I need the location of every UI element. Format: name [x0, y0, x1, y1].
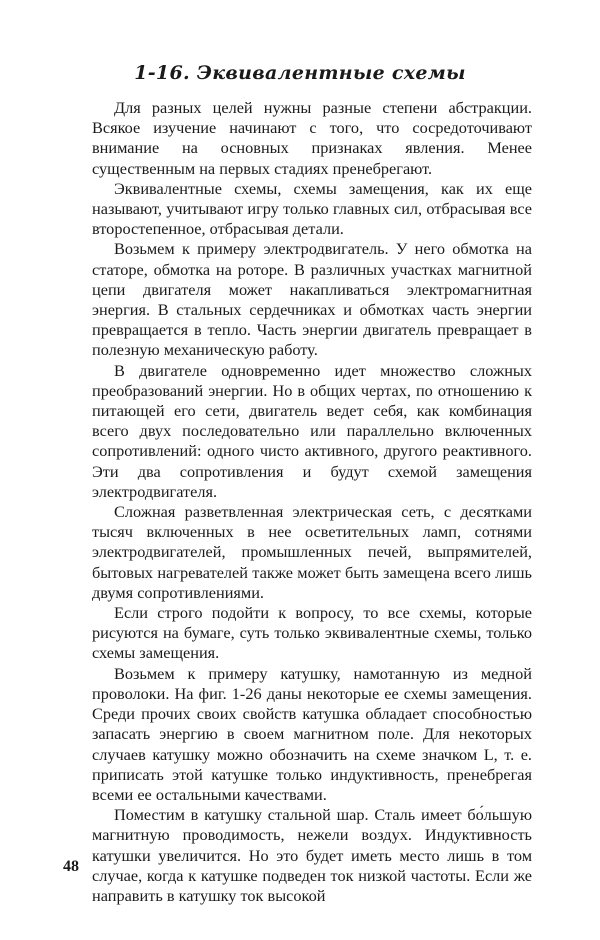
paragraph-steel-ball: Поместим в катушку стальной шар. Сталь имеет бо́льшую магнитную проводимость, нежели воздух. Индуктивность катушки увеличится. Но это будет иметь место лишь в том случае, когда к катушке подведен ток низкой частоты. Если же направить в катушку ток высокой — [92, 805, 532, 905]
paragraph-equivalent-schemes: Эквивалентные схемы, схемы замещения, как их еще называют, учитывают игру только главных сил, отбрасывая все второстепенное, отбрасывая детали. — [92, 178, 532, 239]
paragraph-all-schemes: Если строго подойти к вопросу, то все схемы, которые рисуются на бумаге, суть только эквивалентные схемы, только схемы замещения. — [92, 603, 532, 663]
paragraph-motor-resistances: В двигателе одновременно идет множество сложных преобразований энергии. Но в общих чертах, по отношению к питающей его сети, двигатель ведет себя, как комбинация всего двух последовательно или параллельно включенных сопротивлений: одного чисто активного, другого реактивного. Эти два сопротивления и будут схемой замещения электродвигателя. — [92, 360, 532, 501]
section-title: 1-16. Эквивалентные схемы — [134, 62, 466, 84]
paragraph-abstraction: Для разных целей нужны разные степени абстракции. Всякое изучение начинают с того, что сосредоточивают внимание на основных признаках явления. Менее существенным на первых стадиях пренебрегают. — [92, 98, 532, 178]
body-text — [92, 98, 532, 906]
paragraph-network: Сложная разветвленная электрическая сеть, с десятками тысяч включенных в нее осветительных ламп, сотнями электродвигателей, промышленных печей, выпрямителей, бытовых нагревателей также может быть замещена всего лишь двумя сопротивлениями. — [92, 502, 532, 602]
paragraph-motor-example: Возьмем к примеру электродвигатель. У него обмотка на статоре, обмотка на роторе. В различных участках магнитной цепи двигателя может накапливаться электромагнитная энергия. В стальных сердечниках и обмотках часть энергии превращается в тепло. Часть энергии двигатель превращает в полезную механическую работу. — [92, 239, 532, 360]
paragraph-coil-example: Возьмем к примеру катушку, намотанную из медной проволоки. На фиг. 1-26 даны некоторые ее схемы замещения. Среди прочих своих свойств катушка обладает способностью запасать энергию в своем магнитном поле. Для некоторых случаев катушку можно обозначить на схеме значком L, т. е. приписать этой катушке только индуктивность, пренебрегая всеми ее остальными качествами. — [92, 663, 532, 804]
page-number: 48 — [63, 858, 79, 875]
